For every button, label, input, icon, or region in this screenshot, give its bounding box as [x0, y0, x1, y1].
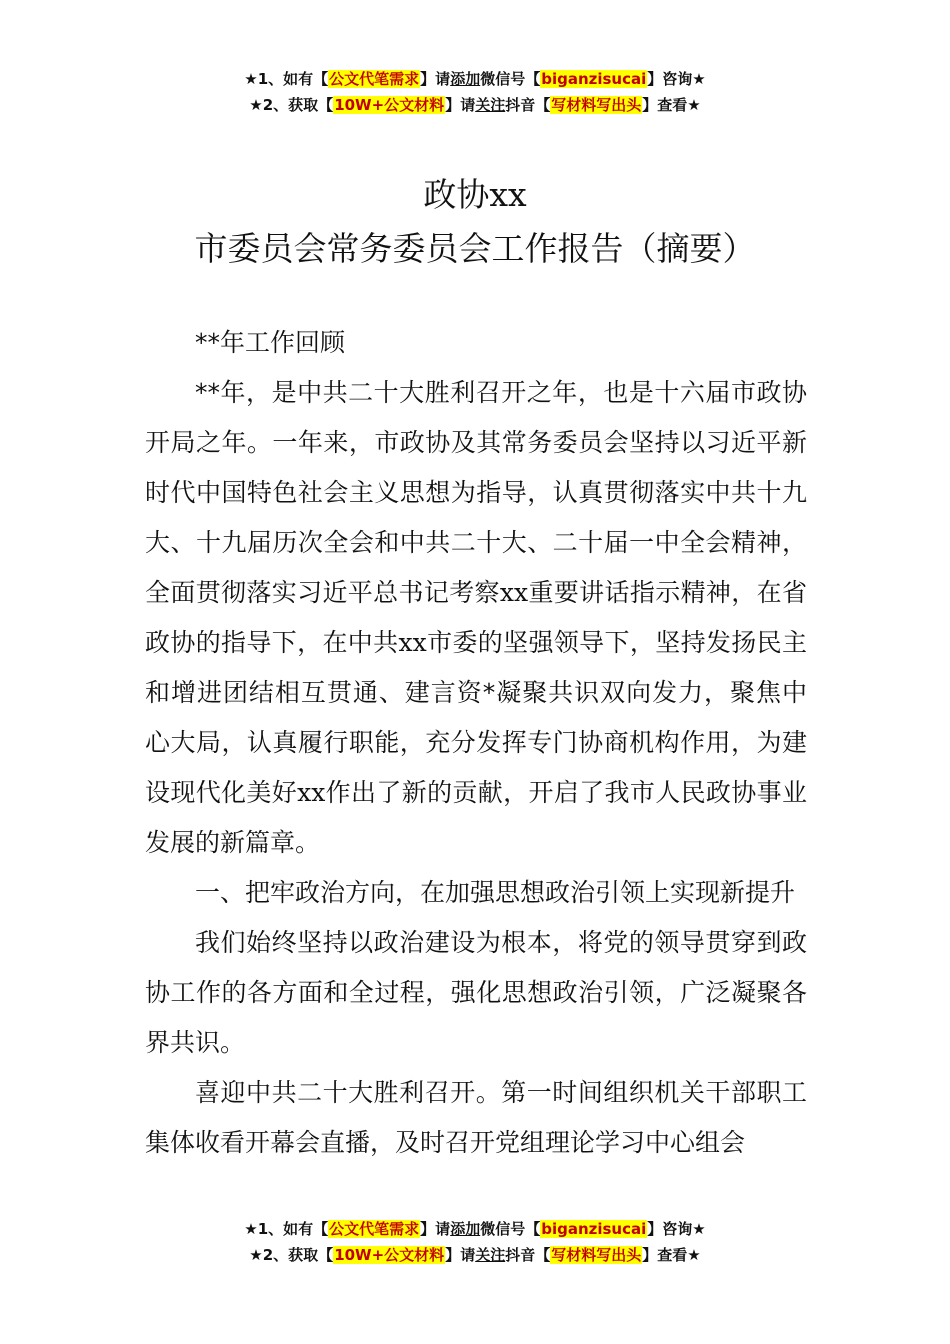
placeholder-text: xx — [398, 628, 427, 657]
banner-text: ★1、如有【 — [244, 1220, 329, 1238]
banner-text: 】查看★ — [642, 1246, 701, 1264]
banner-text: 微信号【 — [480, 1220, 541, 1238]
banner-highlight: 写材料写出头 — [551, 96, 642, 114]
paragraph-overview — [145, 368, 807, 868]
banner-text: 】查看★ — [642, 96, 701, 114]
banner-highlight: 公文代笔需求 — [329, 1220, 420, 1238]
paragraph-text: **年，是中共二十大胜利召开之年，也是十六届市政协开局之年。一年来，市政协及其常务委员会坚持以习近平新时代中国特色社会主义思想为指导，认真贯彻落实中共十九大、十九届历次全会和中共二十大、二十届一中全会精神，全面贯彻落实习近平总书记考察 — [145, 378, 807, 607]
section-heading-1: 一、把牢政治方向，在加强思想政治引领上实现新提升 — [195, 878, 796, 907]
banner-underlined-text: 关注 — [475, 1246, 506, 1264]
paragraph-text: 重要讲话指示精神，在省政协的指导下，在中共 — [145, 578, 807, 657]
header-banner — [0, 66, 950, 118]
banner-text: 】咨询★ — [647, 70, 706, 88]
banner-line-1 — [0, 66, 950, 92]
title-placeholder: xx — [489, 175, 527, 214]
banner-highlight: biganzisucai — [541, 70, 647, 88]
banner-text: 抖音【 — [505, 1246, 551, 1264]
banner-text: ★1、如有【 — [244, 70, 329, 88]
banner-text: ★2、获取【 — [249, 96, 334, 114]
banner-text: 】咨询★ — [647, 1220, 706, 1238]
banner-text: 】请 — [445, 1246, 476, 1264]
document-body — [145, 318, 807, 1168]
placeholder-text: xx — [499, 578, 529, 607]
title-text: 市委员会常务委员会工作报告（摘要） — [194, 229, 756, 268]
banner-text: 抖音【 — [505, 96, 551, 114]
banner-text: 】请 — [420, 1220, 451, 1238]
footer-banner — [0, 1216, 950, 1268]
banner-text: 微信号【 — [480, 70, 541, 88]
banner-underlined-text: 添加 — [450, 70, 481, 88]
banner-highlight: 写材料写出头 — [551, 1246, 642, 1264]
banner-text: ★2、获取【 — [249, 1246, 334, 1264]
banner-highlight: biganzisucai — [541, 1220, 647, 1238]
banner-underlined-text: 关注 — [475, 96, 506, 114]
title-text: 政协 — [423, 175, 490, 214]
banner-line-2 — [0, 1242, 950, 1268]
paragraph-politics: 我们始终坚持以政治建设为根本，将党的领导贯穿到政协工作的各方面和全过程，强化思想政治引领，广泛凝聚各界共识。 — [145, 928, 807, 1057]
banner-line-1 — [0, 1216, 950, 1242]
section-heading-review: **年工作回顾 — [195, 328, 346, 357]
paragraph-text: 作出了新的贡献，开启了我市人民政协事业发展的新篇章。 — [145, 778, 807, 857]
banner-text: 】请 — [420, 70, 451, 88]
banner-highlight: 10W+公文材料 — [334, 96, 445, 114]
document-title — [145, 168, 805, 276]
placeholder-text: xx — [297, 778, 326, 807]
banner-highlight: 公文代笔需求 — [329, 70, 420, 88]
banner-highlight: 10W+公文材料 — [334, 1246, 445, 1264]
banner-line-2 — [0, 92, 950, 118]
banner-underlined-text: 添加 — [450, 1220, 481, 1238]
paragraph-congress: 喜迎中共二十大胜利召开。第一时间组织机关干部职工集体收看开幕会直播，及时召开党组理论学习中心组会 — [145, 1078, 807, 1157]
banner-text: 】请 — [445, 96, 476, 114]
paragraph-text: 市委的坚强领导下，坚持发扬民主和增进团结相互贯通、建言资*凝聚共识双向发力，聚焦中心大局，认真履行职能，充分发挥专门协商机构作用，为建设现代化美好 — [145, 628, 807, 807]
